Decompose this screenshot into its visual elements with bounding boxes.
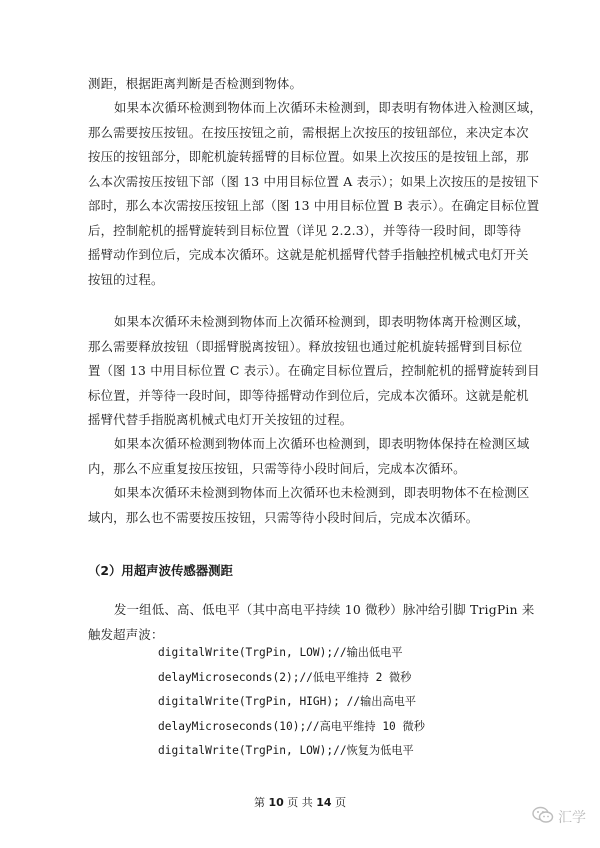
- code-line: digitalWrite(TrgPin, HIGH); //输出高电平: [158, 695, 417, 708]
- code-line: digitalWrite(TrgPin, LOW);//恢复为低电平: [158, 744, 414, 757]
- text-line: 如果本次循环检测到物体而上次循环未检测到，即表明有物体进入检测区域，: [114, 100, 543, 115]
- text-line: 那么需要按压按钮。在按压按钮之前，需根据上次按压的按钮部位，来决定本次: [88, 124, 529, 140]
- text-line: 后，控制舵机的摇臂旋转到目标位置（详见 2.2.3），并等待一段时间，即等待: [88, 222, 522, 238]
- paragraph-no-object: [88, 481, 528, 530]
- text-line: 摇臂动作到位后，完成本次循环。这就是舵机摇臂代替手指触控机械式电灯开关: [88, 247, 529, 262]
- paragraph-trigger-intro: [88, 598, 535, 647]
- text-line: 如果本次循环未检测到物体而上次循环也未检测到，即表明物体不在检测区: [114, 485, 530, 500]
- text-line: 按钮的过程。: [88, 271, 164, 287]
- text-line: 域内，那么也不需要按压按钮，只需等待小段时间后，完成本次循环。: [88, 509, 479, 525]
- text-line: 摇臂代替手指脱离机械式电灯开关按钮的过程。: [88, 412, 353, 427]
- text-line: 置（图 13 中用目标位置 C 表示）。在确定目标位置后，控制舵机的摇臂旋转到目: [88, 363, 540, 378]
- code-line: delayMicroseconds(2);//低电平维持 2 微秒: [158, 670, 412, 684]
- paragraph-continuation: [88, 72, 528, 97]
- footer-mid: 页 共: [287, 796, 313, 809]
- paragraph-release-button: [88, 310, 540, 433]
- text-line: 那么需要释放按钮（即摇臂脱离按钮）。释放按钮也通过舵机旋转摇臂到目标位: [88, 338, 523, 354]
- code-line: delayMicroseconds(10);//高电平维持 10 微秒: [158, 719, 425, 733]
- text-line: 内，那么不应重复按压按钮，只需等待小段时间后，完成本次循环。: [88, 460, 466, 476]
- text-line: 发一组低、高、低电平（其中高电平持续 10 微秒）脉冲给引脚 TrigPin 来: [114, 602, 535, 617]
- wechat-icon: [532, 806, 554, 828]
- code-block: [158, 641, 425, 764]
- text-line: 触发超声波：: [88, 626, 164, 642]
- footer-suffix: 页: [335, 796, 347, 809]
- paragraph-object-stays: [88, 432, 528, 481]
- page-footer: [0, 794, 600, 810]
- footer-prefix: 第: [253, 796, 265, 809]
- watermark-text: 汇学: [558, 810, 586, 826]
- page-total: 14: [316, 796, 332, 809]
- page-number: 10: [268, 796, 284, 809]
- text-line: 测距，根据距离判断是否检测到物体。: [88, 76, 303, 91]
- watermark: [532, 806, 586, 828]
- text-line: 如果本次循环检测到物体而上次循环也检测到，即表明物体保持在检测区域: [114, 436, 530, 451]
- paragraph-press-button: [88, 96, 543, 292]
- text-line: 标位置，并等待一段时间，即等待摇臂动作到位后，完成本次循环。这就是舵机: [88, 387, 529, 403]
- text-line: 部时，那么本次需按压按钮上部（图 13 中用目标位置 B 表示）。在确定目标位置: [88, 198, 540, 213]
- text-line: 么本次需按压按钮下部（图 13 中用目标位置 A 表示）；如果上次按压的是按钮下: [88, 173, 540, 189]
- section-heading: （2）用超声波传感器测距: [88, 563, 233, 578]
- text-line: 如果本次循环未检测到物体而上次循环检测到，即表明物体离开检测区域，: [114, 314, 530, 329]
- code-line: digitalWrite(TrgPin, LOW);//输出低电平: [158, 646, 403, 659]
- text-line: 按压的按钮部分，即舵机旋转摇臂的目标位置。如果上次按压的是按钮上部，那: [88, 149, 529, 164]
